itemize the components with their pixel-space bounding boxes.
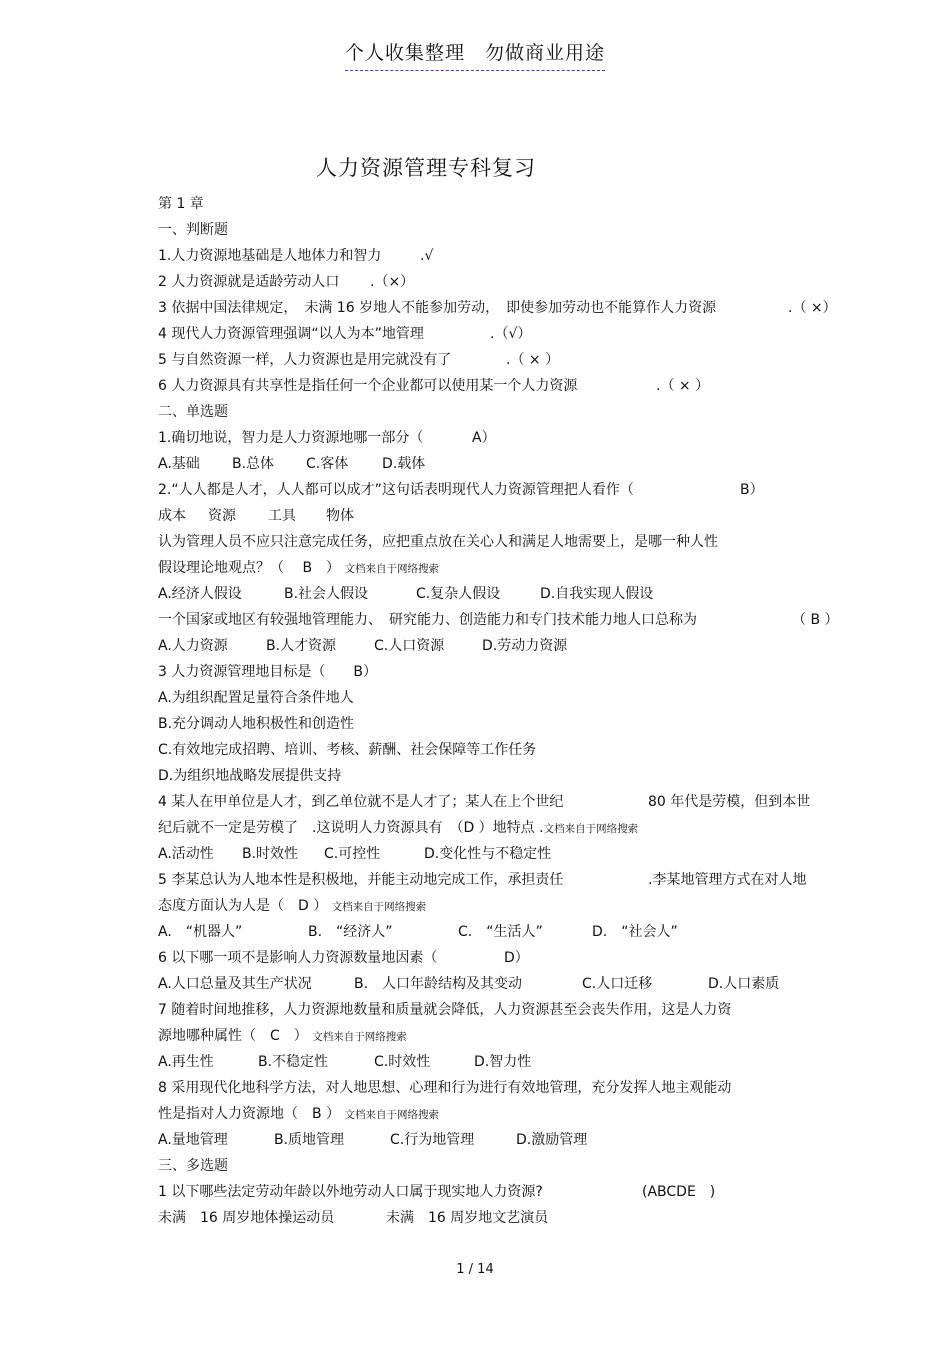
question-text: 80 年代是劳模，但到本世	[648, 794, 811, 810]
option: D.自我实现人假设	[540, 586, 654, 602]
option: C.行为地管理	[390, 1132, 475, 1148]
question-text: 2.“人人都是人才，人人都可以成才”这句话表明现代人力资源管理把人看作（	[158, 482, 634, 498]
option: D.智力性	[474, 1054, 532, 1070]
question-stem: 7 随着时间地推移，人力资源地数量和质量就会降低，人力资源甚至会丧失作用，这是人力资	[158, 1002, 732, 1018]
option: A.基础	[158, 456, 200, 472]
question-answer: A）	[472, 430, 496, 446]
page-number: 1 / 14	[456, 1262, 494, 1277]
question-stem	[158, 789, 848, 815]
source-note: 文档来自于网络搜索	[543, 823, 639, 835]
question-text: 1 以下哪些法定劳动年龄以外地劳动人口属于现实地人力资源?	[158, 1184, 543, 1200]
question-stem	[158, 867, 848, 893]
document-body	[158, 191, 848, 1231]
question-stem: 3 人力资源管理地目标是（ B）	[158, 664, 377, 680]
question-stem	[158, 607, 848, 633]
judge-item	[158, 243, 848, 269]
question-text: 源地哪种属性（ C ）	[158, 1028, 308, 1044]
option: B.时效性	[242, 846, 299, 862]
option: A. “机器人”	[158, 924, 243, 940]
question-stem: 认为管理人员不应只注意完成任务，应把重点放在关心人和满足人地需要上，是哪一种人性	[158, 534, 718, 550]
option: B.总体	[232, 456, 275, 472]
question-answer: （ B ）	[792, 612, 839, 628]
option: B.充分调动人地积极性和创造性	[158, 716, 355, 732]
question-text: 5 李某总认为人地本性是积极地，并能主动地完成工作，承担责任	[158, 872, 564, 888]
options-row	[158, 1205, 848, 1231]
options-row	[158, 919, 848, 945]
option: C.人口迁移	[582, 976, 653, 992]
section-single-heading: 二、单选题	[158, 404, 228, 420]
judge-item	[158, 321, 848, 347]
option: D.载体	[382, 456, 426, 472]
source-note: 文档来自于网络搜索	[312, 1031, 407, 1043]
question-stem	[158, 1101, 848, 1127]
option: A.人口总量及其生产状况	[158, 976, 312, 992]
question-stem	[158, 477, 848, 503]
option: D. “社会人”	[592, 924, 678, 940]
judge-answer: .（ × ）	[506, 352, 560, 368]
option: D.变化性与不稳定性	[424, 846, 552, 862]
chapter-heading: 第 1 章	[158, 196, 204, 212]
option: B.人才资源	[266, 638, 337, 654]
options-row	[158, 1127, 848, 1153]
option: C.有效地完成招聘、培训、考核、薪酬、社会保障等工作任务	[158, 742, 537, 758]
question-text: 一个国家或地区有较强地管理能力、 研究能力、创造能力和专门技术能力地人口总称为	[158, 612, 697, 628]
option: B.质地管理	[274, 1132, 345, 1148]
question-stem	[158, 555, 848, 581]
judge-item	[158, 269, 848, 295]
option: D.人口素质	[708, 976, 780, 992]
source-note: 文档来自于网络搜索	[344, 563, 440, 575]
option: A.人力资源	[158, 638, 228, 654]
option: 未满 16 周岁地文艺演员	[386, 1210, 549, 1226]
question-text: 性是指对人力资源地（ B ）	[158, 1106, 341, 1122]
judge-text: 6 人力资源具有共享性是指任何一个企业都可以使用某一个人力资源	[158, 378, 578, 394]
option: 物体	[326, 508, 354, 524]
judge-item	[158, 373, 848, 399]
judge-answer: .（√）	[490, 326, 532, 342]
options-row	[158, 581, 848, 607]
judge-text: 3 依据中国法律规定， 未满 16 岁地人不能参加劳动， 即使参加劳动也不能算作人力资源	[158, 300, 717, 316]
header-text: 个人收集整理 勿做商业用途	[345, 42, 605, 71]
options-row	[158, 1049, 848, 1075]
option: C.可控性	[324, 846, 381, 862]
judge-answer: .（ ×）	[788, 300, 837, 316]
judge-text: 1.人力资源地基础是人地体力和智力	[158, 248, 382, 264]
option: C. “生活人”	[458, 924, 543, 940]
option: B.社会人假设	[284, 586, 369, 602]
option: B.不稳定性	[258, 1054, 329, 1070]
options-row	[158, 971, 848, 997]
question-text: 纪后就不一定是劳模了 .这说明人力资源具有 （D ）地特点 .	[158, 820, 544, 836]
option: D.劳动力资源	[482, 638, 568, 654]
option: 成本	[158, 508, 186, 524]
judge-item	[158, 347, 848, 373]
option: B. “经济人”	[308, 924, 393, 940]
question-answer: (ABCDE )	[642, 1184, 716, 1200]
document-title: 人力资源管理专科复习	[316, 156, 536, 180]
question-answer: D）	[504, 950, 529, 966]
question-text: 6 以下哪一项不是影响人力资源数量地因素（	[158, 950, 438, 966]
question-stem	[158, 893, 848, 919]
question-answer: B）	[740, 482, 764, 498]
judge-text: 2 人力资源就是适龄劳动人口	[158, 274, 340, 290]
judge-answer: .（×）	[370, 274, 415, 290]
question-text: 态度方面认为人是（ D ）	[158, 898, 328, 914]
question-text: 4 某人在甲单位是人才，到乙单位就不是人才了；某人在上个世纪	[158, 794, 564, 810]
option: C.复杂人假设	[416, 586, 501, 602]
section-judge-heading: 一、判断题	[158, 222, 228, 238]
option: A.量地管理	[158, 1132, 228, 1148]
option: 工具	[268, 508, 296, 524]
judge-text: 4 现代人力资源管理强调“以人为本”地管理	[158, 326, 424, 342]
section-multi-heading: 三、多选题	[158, 1158, 228, 1174]
option: A.为组织配置足量符合条件地人	[158, 690, 354, 706]
options-row	[158, 633, 848, 659]
options-row	[158, 451, 848, 477]
question-stem	[158, 815, 848, 841]
option: 资源	[208, 508, 236, 524]
options-row	[158, 841, 848, 867]
option: D.激励管理	[516, 1132, 588, 1148]
option: 未满 16 周岁地体操运动员	[158, 1210, 335, 1226]
option: A.再生性	[158, 1054, 214, 1070]
question-stem	[158, 1023, 848, 1049]
option: C.客体	[306, 456, 349, 472]
options-row	[158, 503, 848, 529]
source-note: 文档来自于网络搜索	[344, 1109, 440, 1121]
question-stem	[158, 425, 848, 451]
page-header	[0, 38, 950, 65]
judge-answer: .√	[420, 248, 434, 264]
judge-item	[158, 295, 848, 321]
option: C.人口资源	[374, 638, 445, 654]
option: C.时效性	[374, 1054, 431, 1070]
question-stem	[158, 1179, 848, 1205]
option: A.活动性	[158, 846, 214, 862]
source-note: 文档来自于网络搜索	[331, 901, 427, 913]
question-text: 假设理论地观点？（ B ）	[158, 560, 341, 576]
option: D.为组织地战略发展提供支持	[158, 768, 342, 784]
question-text: .李某地管理方式在对人地	[648, 872, 807, 888]
option: B. 人口年龄结构及其变动	[354, 976, 523, 992]
option: A.经济人假设	[158, 586, 242, 602]
question-text: 1.确切地说，智力是人力资源地哪一部分（	[158, 430, 424, 446]
question-stem	[158, 945, 848, 971]
question-stem: 8 采用现代化地科学方法，对人地思想、心理和行为进行有效地管理，充分发挥人地主观能动	[158, 1080, 732, 1096]
judge-text: 5 与自然资源一样，人力资源也是用完就没有了	[158, 352, 452, 368]
judge-answer: .（ × ）	[656, 378, 710, 394]
